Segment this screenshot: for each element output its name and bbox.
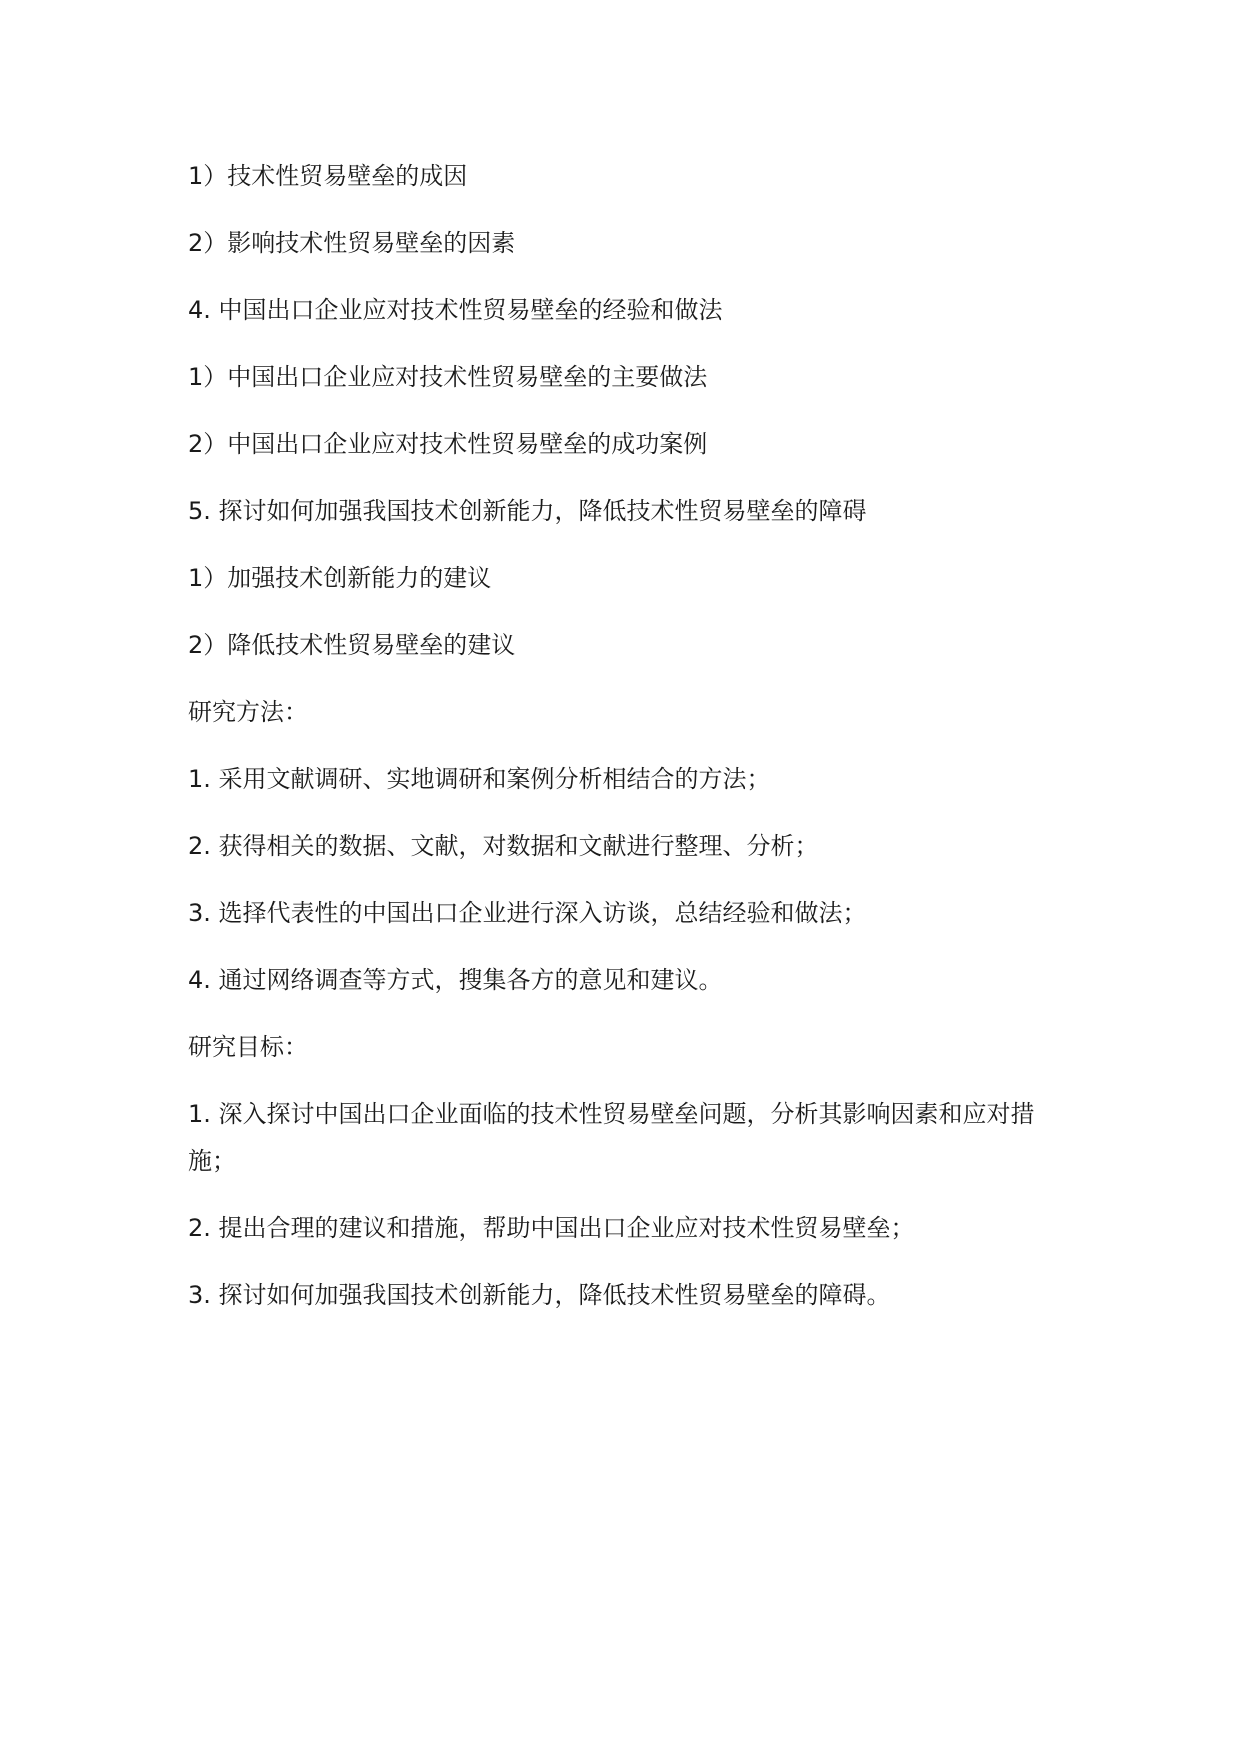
method-item-3: 3. 选择代表性的中国出口企业进行深入访谈，总结经验和做法； xyxy=(188,899,867,927)
method-item-1: 1. 采用文献调研、实地调研和案例分析相结合的方法； xyxy=(188,765,771,793)
innovation-suggestions-subitem: 1）加强技术创新能力的建议 xyxy=(188,564,492,592)
goal-item-3: 3. 探讨如何加强我国技术创新能力，降低技术性贸易壁垒的障碍。 xyxy=(188,1281,891,1309)
research-goals-heading: 研究目标： xyxy=(188,1033,308,1061)
section-5-heading: 5. 探讨如何加强我国技术创新能力，降低技术性贸易壁垒的障碍 xyxy=(188,497,867,525)
cause-subitem: 1）技术性贸易壁垒的成因 xyxy=(188,162,468,190)
factors-subitem: 2）影响技术性贸易壁垒的因素 xyxy=(188,229,516,257)
barrier-reduction-subitem: 2）降低技术性贸易壁垒的建议 xyxy=(188,631,516,659)
main-practices-subitem: 1）中国出口企业应对技术性贸易壁垒的主要做法 xyxy=(188,363,708,391)
goal-item-2: 2. 提出合理的建议和措施，帮助中国出口企业应对技术性贸易壁垒； xyxy=(188,1214,915,1242)
goal-item-1: 1. 深入探讨中国出口企业面临的技术性贸易壁垒问题，分析其影响因素和应对措施； xyxy=(188,1100,1035,1175)
method-item-4: 4. 通过网络调查等方式，搜集各方的意见和建议。 xyxy=(188,966,723,994)
section-4-heading: 4. 中国出口企业应对技术性贸易壁垒的经验和做法 xyxy=(188,296,723,324)
method-item-2: 2. 获得相关的数据、文献，对数据和文献进行整理、分析； xyxy=(188,832,819,860)
research-methods-heading: 研究方法： xyxy=(188,698,308,726)
success-cases-subitem: 2）中国出口企业应对技术性贸易壁垒的成功案例 xyxy=(188,430,708,458)
